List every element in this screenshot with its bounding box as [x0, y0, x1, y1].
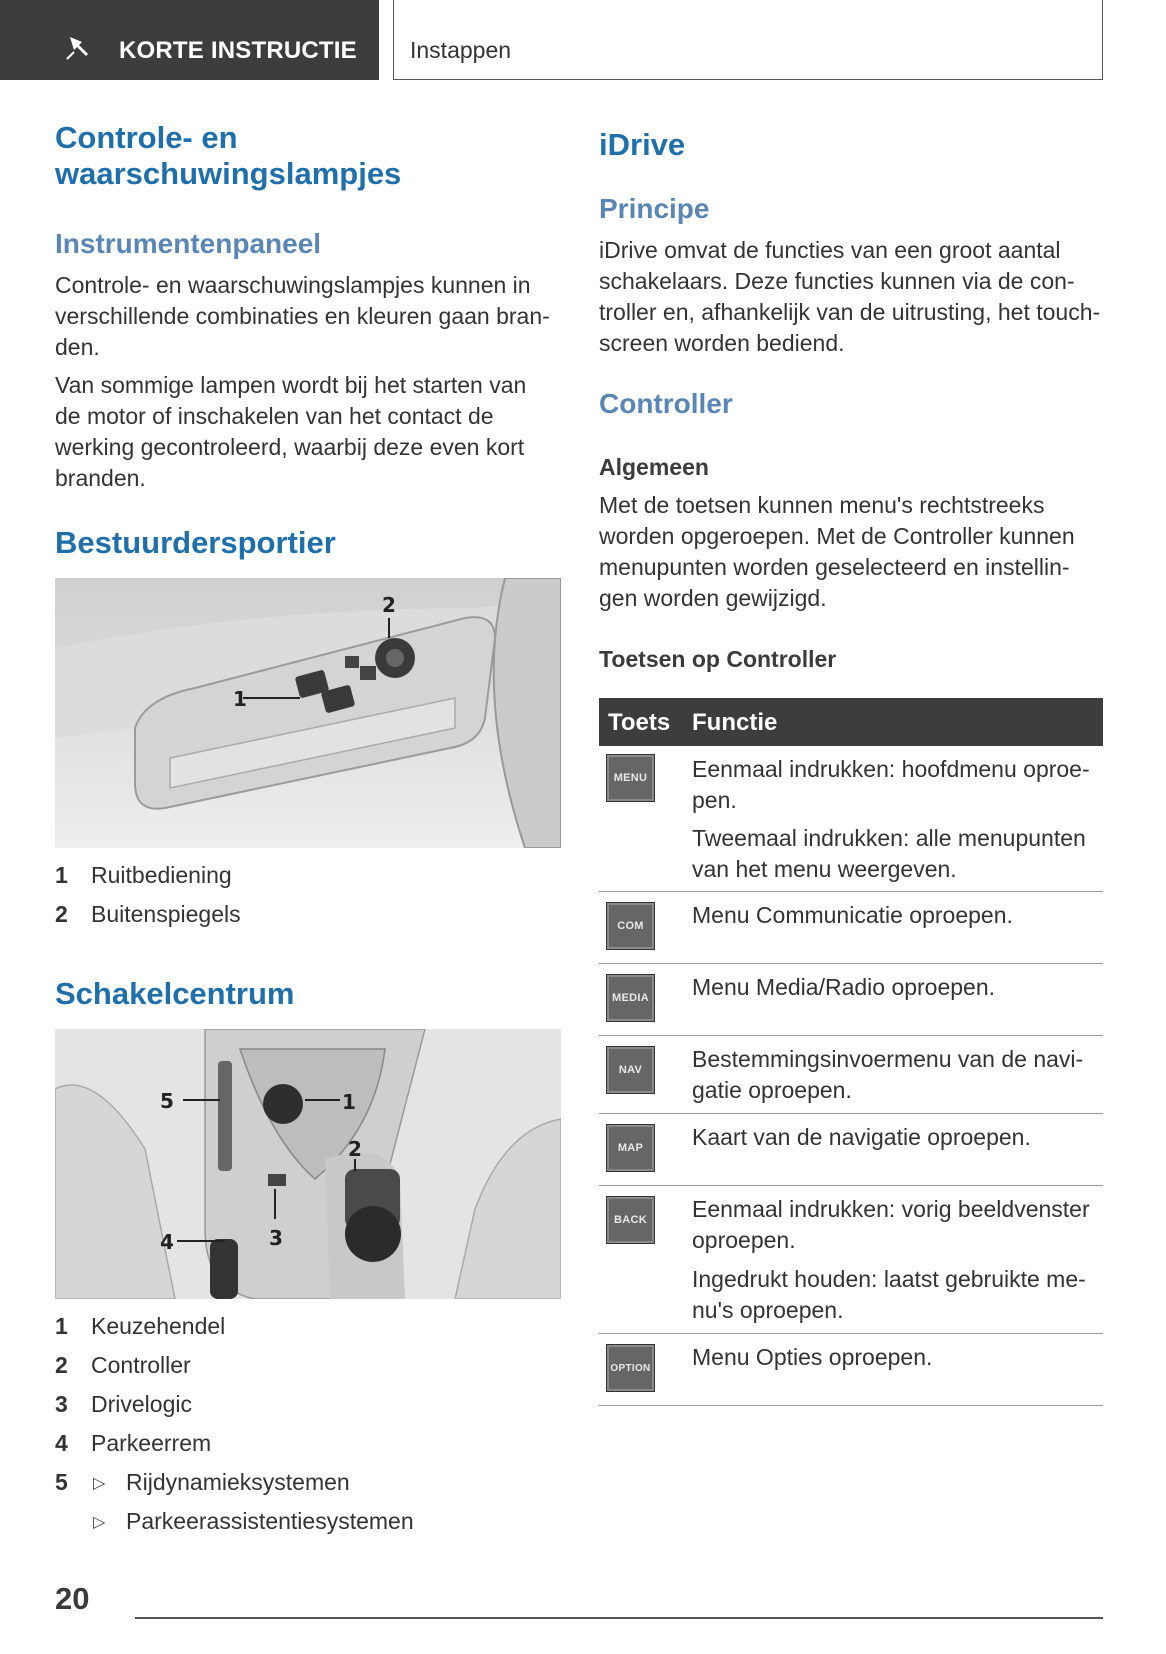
section-title-warning-lights: Controle- en waarschuwingslampjes	[55, 120, 402, 191]
table-header: Toets Functie	[599, 698, 1103, 746]
fig2-label-3: 3	[269, 1226, 283, 1250]
table-row: MAP Kaart van de navigatie oproepen.	[599, 1114, 1103, 1186]
table-row: COM Menu Communicatie oproepen.	[599, 892, 1103, 964]
center-console-figure	[55, 1029, 561, 1299]
table-row: BACK Eenmaal indrukken: vorig beeldvenster oproepen. Ingedrukt houden: laatst gebruikte me- nu's oproepen.	[599, 1186, 1103, 1334]
subsection-title-instrument-panel: Instrumentenpaneel	[55, 228, 322, 259]
option-key-icon: OPTION	[606, 1344, 655, 1392]
bullet-triangle-icon: ▷	[93, 1475, 106, 1492]
paragraph-instrument-2: Van sommige lampen wordt bij het starten van de motor of inschakelen van het contact de werking gecontroleerd, waarbij deze even kort branden.	[55, 372, 527, 491]
center-console-legend: 1 Keuzehendel 2 Controller 3 Drivelogic 4 Parkeerrem 5 ▷ Rijdynamieksystemen ▷ Parkeerassistentiesystemen	[55, 1313, 414, 1534]
fig2-label-5: 5	[160, 1089, 174, 1113]
fig1-label-2: 2	[382, 593, 396, 617]
driver-door-legend: 1 Ruitbediening 2 Buitenspiegels	[55, 862, 241, 927]
fig2-label-4: 4	[160, 1230, 174, 1254]
map-key-icon: MAP	[606, 1124, 655, 1172]
section-title-idrive: iDrive	[599, 127, 686, 162]
paragraph-instrument-1: Controle- en waarschuwingslampjes kunnen in verschillende combinaties en kleuren gaan bran- den.	[55, 272, 550, 360]
table-row: NAV Bestemmingsinvoermenu van de navi- gatie oproepen.	[599, 1036, 1103, 1114]
fig2-label-1: 1	[342, 1090, 356, 1114]
subsection-title-principle: Principe	[599, 193, 710, 224]
fig1-label-1: 1	[233, 687, 247, 711]
bullet-triangle-icon: ▷	[93, 1514, 106, 1531]
paragraph-general: Met de toetsen kunnen menu's rechtstreeks worden opgeroepen. Met de Controller kunnen menupunten worden geselecteerd en instellin- gen worden gewijzigd.	[599, 492, 1075, 611]
driver-door-figure	[55, 578, 561, 848]
section-tab	[0, 0, 379, 80]
footer-divider	[135, 1617, 1103, 1619]
heading-controller-buttons: Toetsen op Controller	[599, 646, 837, 672]
table-row: MEDIA Menu Media/Radio oproepen.	[599, 964, 1103, 1036]
page-number: 20	[55, 1581, 90, 1616]
pin-icon	[64, 32, 94, 62]
table-row: MENU Eenmaal indrukken: hoofdmenu oproe- pen. Tweemaal indrukken: alle menupunten van het menu weergeven.	[599, 746, 1103, 892]
topic-label: Instappen	[410, 37, 512, 63]
section-label: KORTE INSTRUCTIE	[119, 37, 357, 64]
heading-general: Algemeen	[599, 454, 709, 480]
paragraph-principle: iDrive omvat de functies van een groot aantal schakelaars. Deze functies kunnen via de con- troller en, afhankelijk van de uitrusting, het touch- screen worden bediend.	[599, 237, 1101, 356]
table-row: OPTION Menu Opties oproepen.	[599, 1334, 1103, 1406]
section-title-center-console: Schakelcentrum	[55, 976, 295, 1011]
com-key-icon: COM	[606, 902, 655, 950]
section-title-driver-door: Bestuurdersportier	[55, 525, 336, 560]
menu-key-icon: MENU	[606, 754, 655, 802]
back-key-icon: BACK	[606, 1196, 655, 1244]
fig2-label-2: 2	[348, 1137, 362, 1161]
nav-key-icon: NAV	[606, 1046, 655, 1094]
subsection-title-controller: Controller	[599, 388, 733, 419]
topic-box	[393, 0, 1103, 80]
media-key-icon: MEDIA	[606, 974, 655, 1022]
